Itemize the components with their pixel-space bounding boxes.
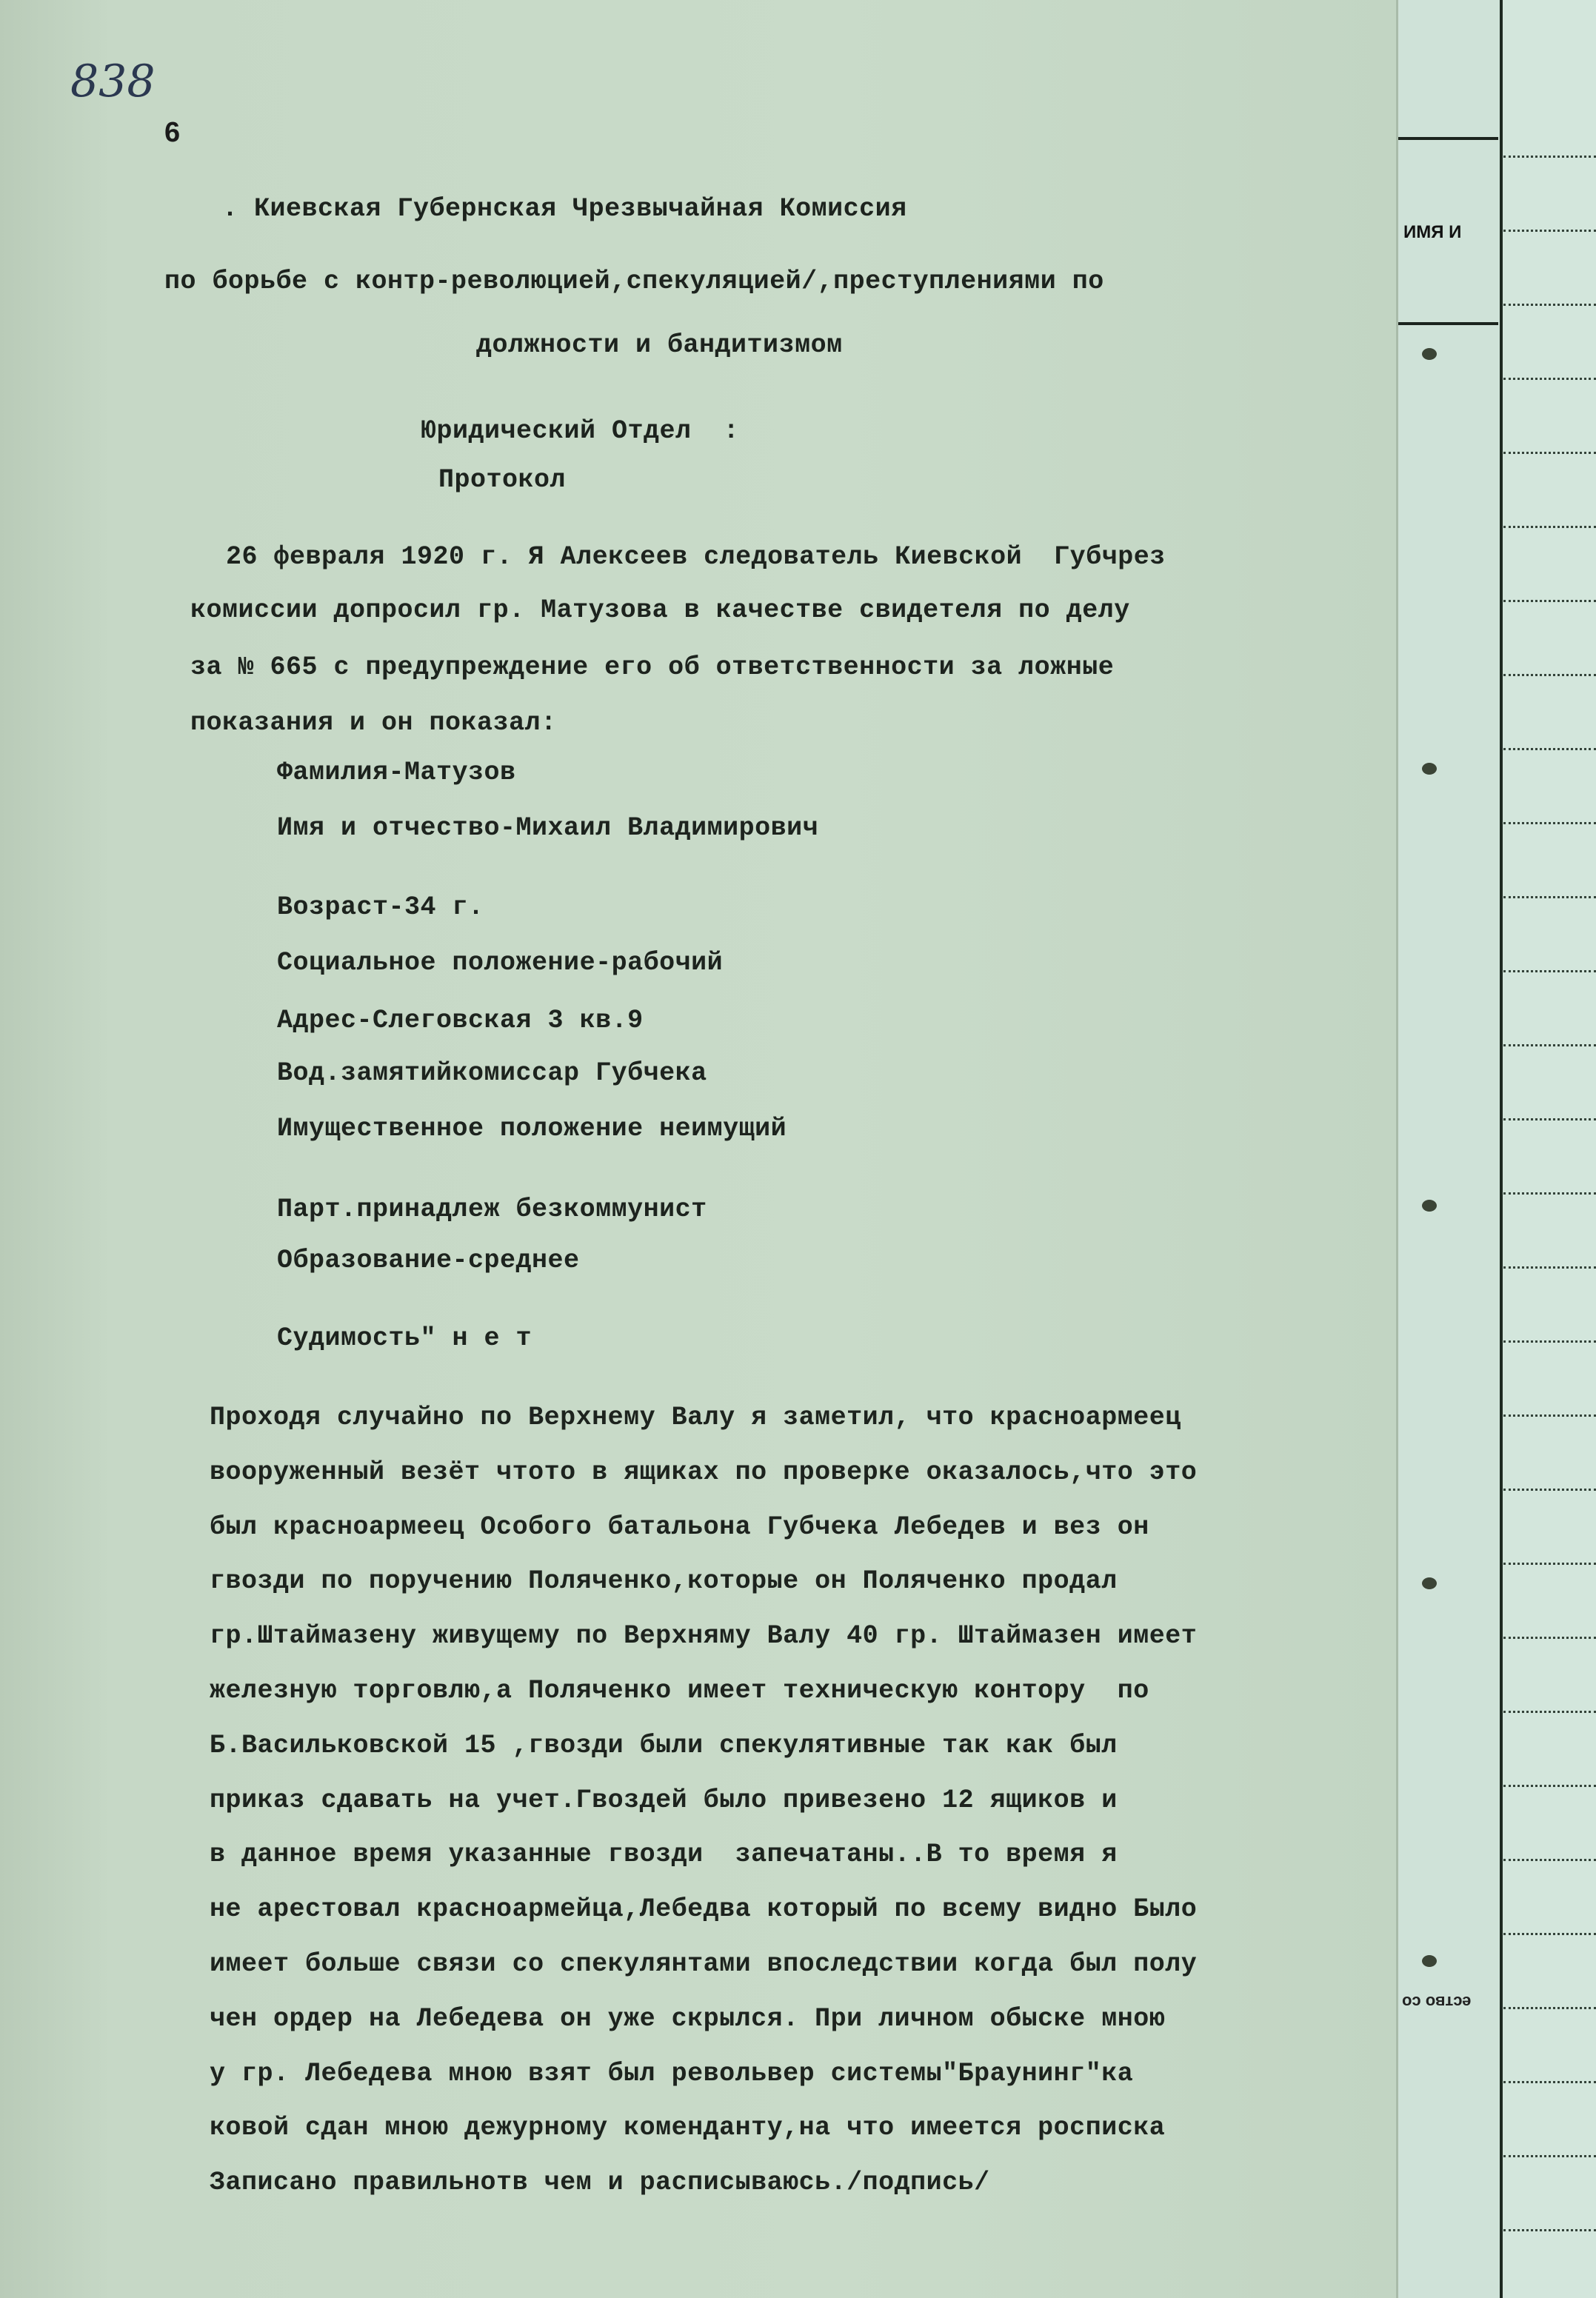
ruled-line (1503, 1489, 1596, 1491)
header-line-2: по борьбе с контр-революцией,спекуляцией/,преступлениями по (164, 267, 1104, 296)
punch-hole (1422, 1955, 1437, 1967)
testimony-line: железную торговлю,а Поляченко имеет техническую контору по (210, 1676, 1149, 1706)
strip-rule (1398, 322, 1498, 325)
testimony-line: Б.Васильковской 15 ,гвозди были спекулятивные так как был (210, 1730, 1118, 1760)
detail-field: Вод.замятийкомиссар Губчека (277, 1058, 707, 1088)
testimony-line: Проходя случайно по Верхнему Валу я заметил, что красноармеец (210, 1403, 1181, 1432)
ruled-line (1503, 896, 1596, 898)
punch-hole (1422, 348, 1437, 360)
ruled-line (1503, 822, 1596, 824)
ruled-line (1503, 1933, 1596, 1935)
testimony-line: чен ордер на Лебедева он уже скрылся. При личном обыске мною (210, 2003, 1166, 2034)
ruled-line (1503, 452, 1596, 454)
ruled-line (1503, 2155, 1596, 2157)
ruled-line (1503, 600, 1596, 602)
document-type: Протокол (438, 465, 567, 495)
ruled-line (1503, 1563, 1596, 1565)
ruled-line (1503, 1118, 1596, 1120)
back-sheet (1500, 0, 1596, 2298)
ruled-line (1503, 1044, 1596, 1046)
ruled-line (1503, 1340, 1596, 1343)
page-number: 6 (164, 117, 181, 148)
punch-hole (1422, 1200, 1437, 1212)
ruled-line (1503, 1637, 1596, 1639)
detail-field: Адрес-Слеговская 3 кв.9 (277, 1006, 644, 1035)
ruled-line (1503, 1266, 1596, 1269)
ruled-line (1503, 1192, 1596, 1195)
intro-line: 26 февраля 1920 г. Я Алексеев следователь Киевской Губчрез (226, 542, 1166, 572)
testimony-line: гр.Штаймазену живущему по Верхняму Валу 40 гр. Штаймазен имеет (210, 1621, 1198, 1651)
detail-field: Образование-среднее (277, 1246, 580, 1275)
testimony-line: приказ сдавать на учет.Гвоздей было привезено 12 ящиков и (210, 1785, 1118, 1815)
testimony-line: имеет больше связи со спекулянтами впоследствии когда был полу (210, 1949, 1198, 1979)
testimony-line: не арестовал красноармейца,Лебедва который по всему видно Было (210, 1894, 1198, 1925)
department: Юридический Отдел : (421, 416, 740, 446)
ruled-line (1503, 526, 1596, 528)
ruled-line (1503, 1859, 1596, 1861)
testimony-line: Записано правильнотв чем и расписываюсь./подпись/ (210, 2168, 990, 2198)
ruled-line (1503, 2229, 1596, 2231)
adjacent-sheet-label-inverted: ество со (1402, 1993, 1472, 2011)
ruled-line (1503, 230, 1596, 232)
strip-rule (1398, 137, 1498, 140)
intro-line: показания и он показал: (190, 708, 557, 738)
testimony-line: у гр. Лебедева мною взят был револьвер системы"Браунинг"ка (210, 2058, 1134, 2088)
punch-hole (1422, 763, 1437, 775)
ruled-line (1503, 2081, 1596, 2083)
detail-field: Имущественное положение неимущий (277, 1114, 787, 1143)
punch-hole (1422, 1577, 1437, 1589)
ruled-line (1503, 378, 1596, 380)
testimony-line: гвозди по поручению Поляченко,которые он Поляченко продал (210, 1566, 1118, 1597)
testimony-line: был красноармеец Особого батальона Губчека Лебедев и вез он (210, 1512, 1149, 1542)
testimony-line: в данное время указанные гвозди запечатаны..В то время я (210, 1840, 1118, 1870)
intro-line: за № 665 с предупреждение его об ответственности за ложные (190, 652, 1115, 682)
ruled-line (1503, 1711, 1596, 1713)
detail-field: Парт.принадлеж безкоммунист (277, 1195, 707, 1224)
detail-field: Возраст-34 г. (277, 892, 484, 922)
detail-field: Фамилия-Матузов (277, 758, 516, 787)
header-line-3: должности и бандитизмом (476, 330, 843, 360)
ruled-line (1503, 970, 1596, 972)
adjacent-sheet-label: ИМЯ И (1403, 222, 1462, 242)
header-line-1: . Киевская Губернская Чрезвычайная Комиссия (222, 194, 907, 224)
ruled-line (1503, 1785, 1596, 1787)
ruled-line (1503, 304, 1596, 306)
ruled-line (1503, 2007, 1596, 2009)
ruled-line (1503, 156, 1596, 158)
detail-field: Социальное положение-рабочий (277, 948, 724, 978)
intro-line: комиссии допросил гр. Матузова в качестве свидетеля по делу (190, 595, 1130, 625)
testimony-line: ковой сдан мною дежурному коменданту,на что имеется росписка (210, 2113, 1166, 2143)
ruled-line (1503, 1414, 1596, 1417)
testimony-line: вооруженный везёт чтото в ящиках по проверке оказалось,что это (210, 1457, 1198, 1487)
archive-number: 838 (70, 56, 156, 107)
ruled-line (1503, 748, 1596, 750)
detail-field: Судимость" н е т (277, 1323, 532, 1353)
detail-field: Имя и отчество-Михаил Владимирович (277, 813, 819, 843)
adjacent-sheet-strip (1396, 0, 1502, 2298)
ruled-line (1503, 674, 1596, 676)
